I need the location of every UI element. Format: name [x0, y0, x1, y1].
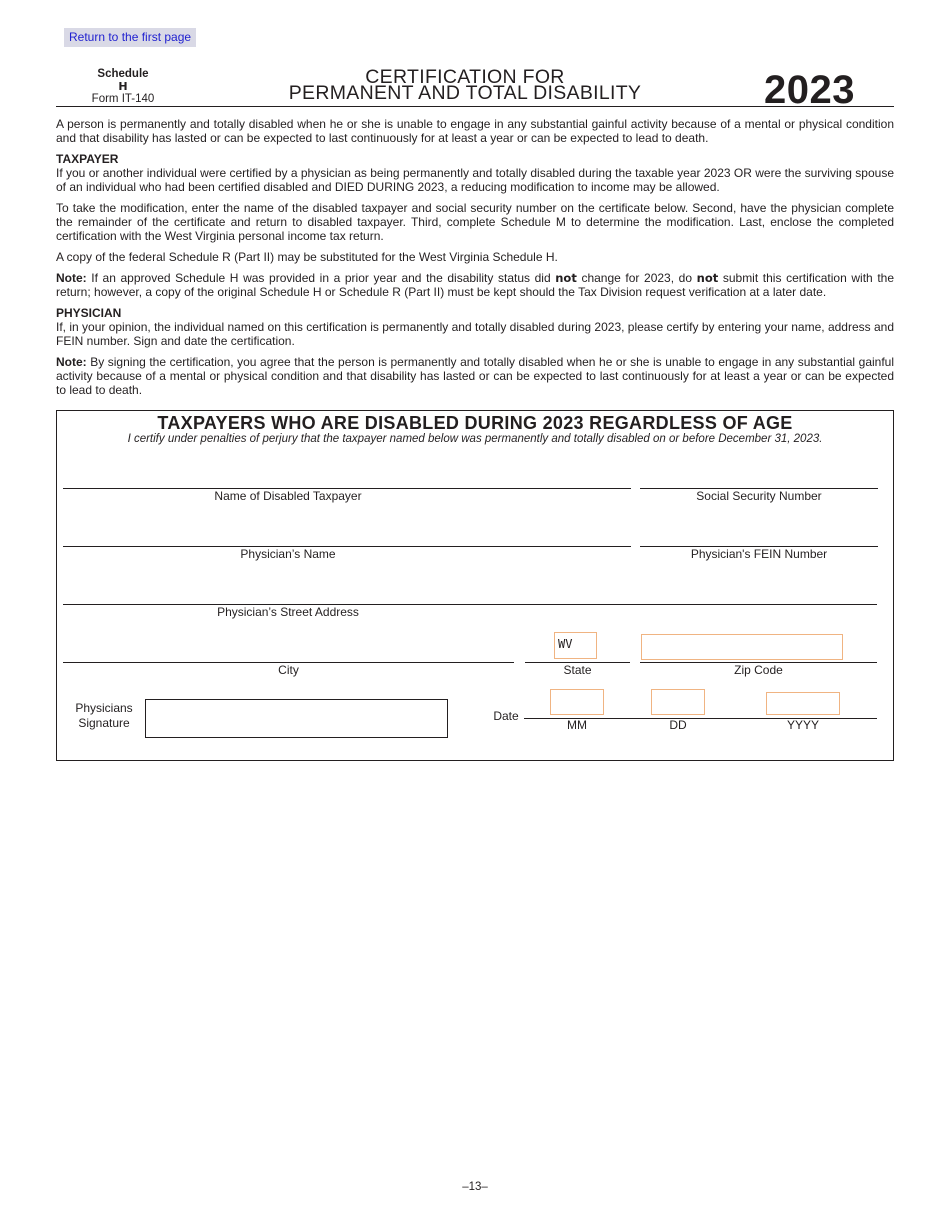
schedule-letter: H: [118, 80, 128, 93]
note-2: [56, 355, 894, 397]
note-1-not-2: not: [696, 271, 719, 285]
year-label: YYYY: [786, 718, 819, 732]
tax-year: 2023: [764, 68, 855, 112]
ssn-label: Social Security Number: [696, 489, 822, 503]
state-label: State: [563, 663, 592, 677]
taxpayer-paragraph-2: To take the modification, enter the name of the disabled taxpayer and social security number on the certificate below. Second, have the physician complete the remainder of the certificate and return to disabled taxpayer. Third, complete Schedule M to determine the modification. Last, enclose the completed certification with the West Virginia personal income tax return.: [56, 201, 894, 243]
zip-code-label: Zip Code: [734, 663, 783, 677]
signature-label: [64, 701, 144, 731]
physician-paragraph: If, in your opinion, the individual named on this certification is permanently and totally disabled during 2023, please certify by entering your name, address and FEIN number. Sign and date the certification.: [56, 320, 894, 348]
date-label: Date: [493, 709, 519, 723]
return-to-first-page-button[interactable]: Return to the first page: [64, 28, 196, 47]
date-day-input[interactable]: [651, 689, 705, 715]
signature-label-line-2: Signature: [78, 716, 130, 730]
taxpayer-paragraph-1: If you or another individual were certified by a physician as being permanently and totally disabled during the taxable year 2023 OR were the surviving spouse of an individual who had been certified disabled and DIED DURING 2023, a reducing modification to income may be allowed.: [56, 166, 894, 194]
form-label: Form IT-140: [91, 93, 155, 105]
note-1-text-a: If an approved Schedule H was provided in a prior year and the disability status did: [86, 271, 556, 285]
intro-paragraph: A person is permanently and totally disabled when he or she is unable to engage in any substantial gainful activity because of a mental or physical condition and that disability has lasted or can be expected to last continuously for at least a year or can be expected to lead to death.: [56, 117, 894, 145]
date-month-input[interactable]: [550, 689, 604, 715]
note-2-text: By signing the certification, you agree that the person is permanently and totally disabled when he or she is unable to engage in any substantial gainful activity because of a mental or physical condition and that disability has lasted or can be expected to last continuously for at least a year or can be expected to lead to death.: [56, 355, 894, 397]
note-1-text-b: change for 2023, do: [576, 271, 697, 285]
schedule-label: Schedule: [97, 68, 149, 80]
title-line-2: PERMANENT AND TOTAL DISABILITY: [288, 82, 642, 104]
note-1-label: Note:: [56, 271, 87, 285]
note-1-not-1: not: [555, 271, 577, 285]
note-1: [56, 271, 894, 299]
title-line-1: CERTIFICATION FOR: [365, 66, 565, 88]
zip-code-input[interactable]: [641, 634, 843, 660]
physician-fein-label: Physician's FEIN Number: [690, 547, 828, 561]
page-number: –13–: [462, 1181, 488, 1193]
month-label: MM: [567, 718, 587, 732]
physician-signature-box[interactable]: [145, 699, 448, 738]
city-label: City: [278, 663, 299, 677]
instructions: [56, 117, 894, 404]
date-year-input[interactable]: [766, 692, 840, 715]
certificate-title: TAXPAYERS WHO ARE DISABLED DURING 2023 REGARDLESS OF AGE: [157, 413, 793, 433]
physician-name-label: Physician’s Name: [240, 547, 336, 561]
note-1-text-c: submit this certification with the return; however, a copy of the original Schedule H or Schedule R (Part II) must be kept should the Tax Division request verification at a later date.: [56, 271, 895, 299]
signature-label-line-1: Physicians: [75, 701, 133, 715]
note-2-label: Note:: [56, 355, 87, 369]
taxpayer-heading: TAXPAYER: [56, 152, 119, 166]
state-input[interactable]: WV: [554, 632, 597, 659]
page-title: [245, 66, 685, 104]
street-address-label: Physician’s Street Address: [217, 605, 359, 619]
certificate-statement: I certify under penalties of perjury that the taxpayer named below was permanently and totally disabled on or before December 31, 2023.: [127, 433, 823, 445]
taxpayer-paragraph-3: A copy of the federal Schedule R (Part II) may be substituted for the West Virginia Schedule H.: [56, 250, 558, 264]
header-divider: [56, 106, 894, 107]
physician-heading: PHYSICIAN: [56, 306, 122, 320]
day-label: DD: [669, 718, 687, 732]
disabled-taxpayer-name-label: Name of Disabled Taxpayer: [214, 489, 362, 503]
